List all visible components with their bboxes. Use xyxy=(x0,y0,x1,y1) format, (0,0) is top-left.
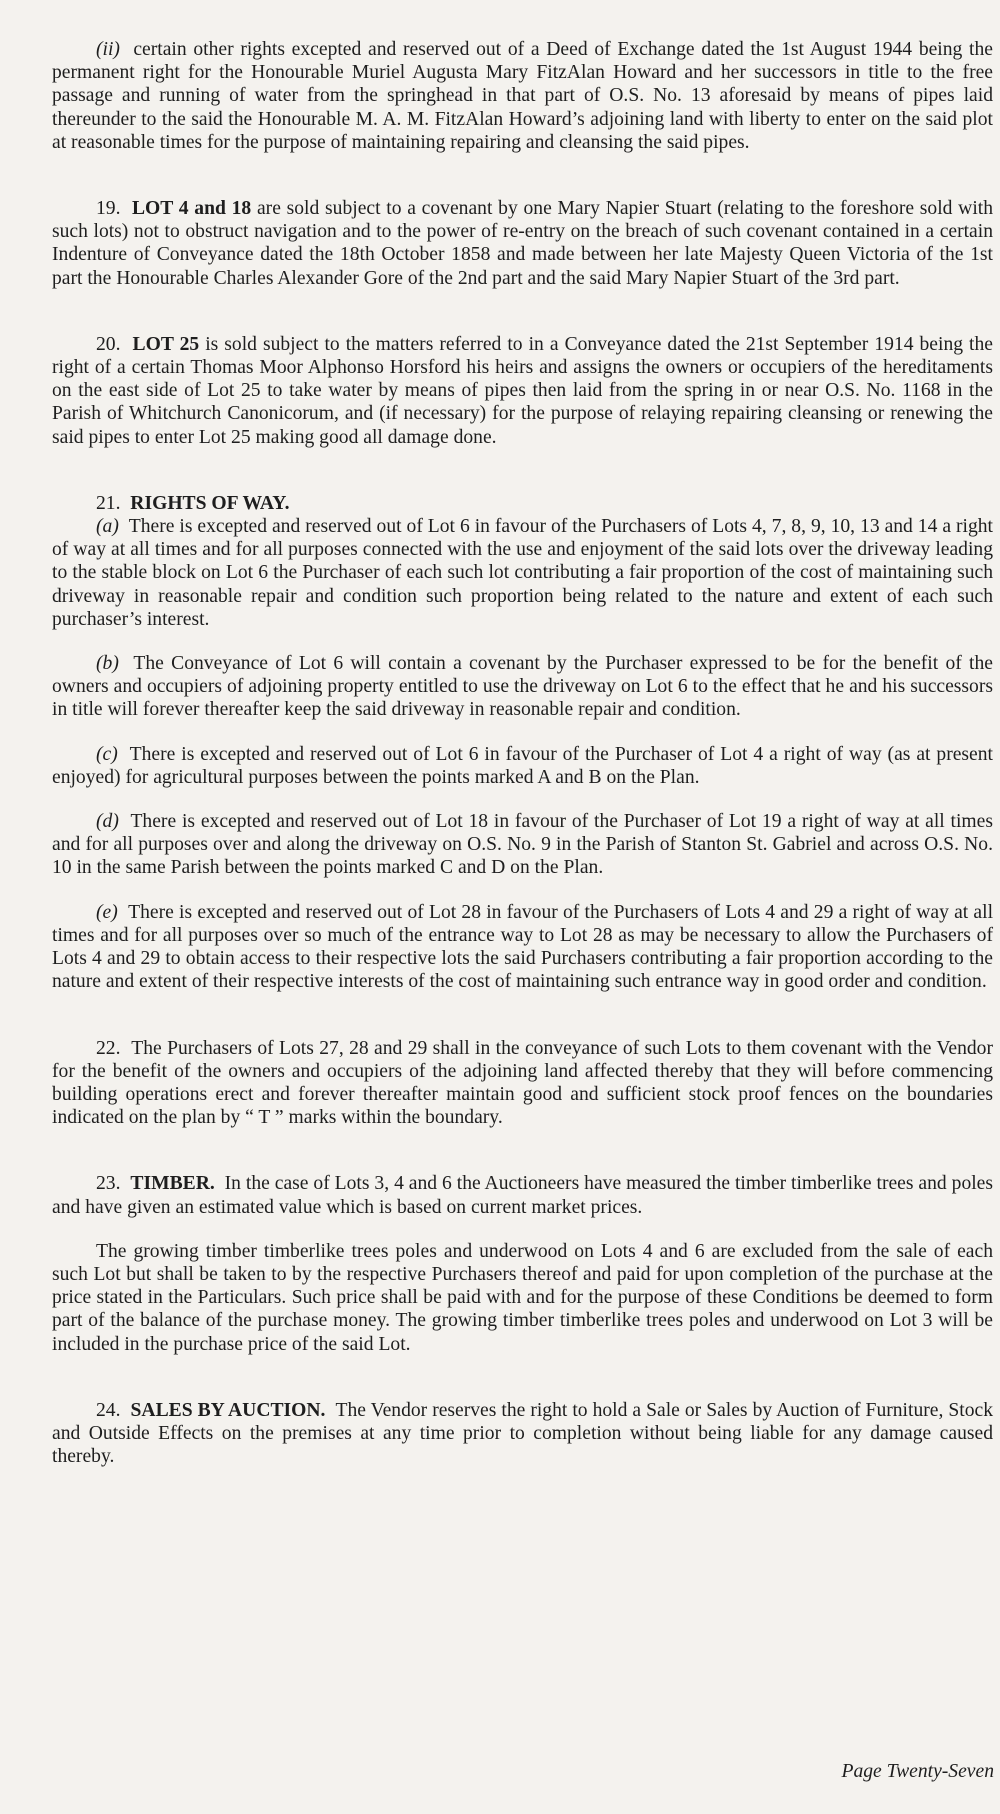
clause-24-heading: SALES BY AUCTION. xyxy=(130,1399,326,1421)
clause-21-item-b-text: The Conveyance of Lot 6 will contain a covenant by the Purchaser expressed to be for the benefit of the owners and occupiers of adjoining property entitled to use the driveway on Lot 6 to the effect that he and his successors in title will forever thereafter keep the said driveway in reasonable repair and condition. xyxy=(52,653,993,721)
clause-21-item-e xyxy=(52,901,993,994)
clause-21-item-c xyxy=(52,743,993,789)
clause-ii-text: certain other rights excepted and reserved out of a Deed of Exchange dated the 1st August 1944 being the permanent right for the Honourable Muriel Augusta Mary FitzAlan Howard and her successors in title to the free passage and running of water from the springhead in that part of O.S. No. 13 aforesaid by means of pipes laid thereunder to the said the Honourable M. A. M. FitzAlan Howard’s adjoining land with liberty to enter on the said plot at reasonable times for the purpose of maintaining repairing and cleansing the said pipes. xyxy=(52,39,993,153)
clause-21-item-c-label: (c) xyxy=(96,743,118,765)
clause-ii-label: (ii) xyxy=(96,39,120,60)
clause-21-item-c-text: There is excepted and reserved out of Lot 6 in favour of the Purchaser of Lot 4 a right of way (as at present enjoyed) for agricultural purposes between the points marked A and B on the Plan. xyxy=(52,743,993,788)
clause-22-number: 22. xyxy=(96,1037,121,1059)
clause-23 xyxy=(52,1172,993,1218)
clause-21-item-b xyxy=(52,652,993,722)
clause-21-item-b-label: (b) xyxy=(96,653,119,675)
clause-21-item-a-label: (a) xyxy=(96,516,119,538)
clause-21-heading: RIGHTS OF WAY. xyxy=(130,492,290,514)
clause-ii xyxy=(52,38,993,154)
clause-21-item-d-text: There is excepted and reserved out of Lot 18 in favour of the Purchaser of Lot 19 a right of way at all times and for all purposes over and along the driveway on O.S. No. 9 in the Parish of Stanton St. Gabriel and across O.S. No. 10 in the same Parish between the points marked C and D on the Plan. xyxy=(52,811,993,879)
clause-19-text: are sold subject to a covenant by one Mary Napier Stuart (relating to the foreshore sold with such lots) not to obstruct navigation and to the power of re-entry on the breach of such covenant contained in a certain Indenture of Conveyance dated the 18th October 1858 and made between her late Majesty Queen Victoria of the 1st part the Honourable Charles Alexander Gore of the 2nd part and the said Mary Napier Stuart of the 3rd part. xyxy=(52,198,994,289)
clause-23-text: In the case of Lots 3, 4 and 6 the Auctioneers have measured the timber timberlike trees and poles and have given an estimated value which is based on current market prices. xyxy=(52,1173,994,1218)
clause-24-text: The Vendor reserves the right to hold a Sale or Sales by Auction of Furniture, Stock and Outside Effects on the premises at any time prior to completion without being liable for any damage caused thereby. xyxy=(52,1399,994,1468)
clause-19 xyxy=(52,197,993,290)
clause-21-item-e-text: There is excepted and reserved out of Lot 28 in favour of the Purchasers of Lots 4 and 29 a right of way at all times and for all purposes over so much of the entrance way to Lot 28 as may be necessary to allow the Purchasers of Lots 4 and 29 to obtain access to their respective lots the said Purchasers contributing a fair proportion according to the nature and extent of their respective interests of the cost of maintaining such entrance way in good order and condition. xyxy=(52,901,994,993)
document-page xyxy=(52,38,993,1468)
clause-21-item-a xyxy=(52,515,993,631)
clause-21-item-d xyxy=(52,810,993,880)
clause-20-heading: LOT 25 xyxy=(132,333,200,355)
clause-21-number: 21. xyxy=(96,492,121,514)
page-number-footer: Page Twenty-Seven xyxy=(841,1761,994,1782)
clause-24-number: 24. xyxy=(96,1399,121,1421)
clause-20-number: 20. xyxy=(96,333,121,355)
clause-23-number: 23. xyxy=(96,1173,121,1195)
clause-20 xyxy=(52,333,993,449)
clause-22-text: The Purchasers of Lots 27, 28 and 29 shall in the conveyance of such Lots to them covenant with the Vendor for the benefit of the owners and occupiers of the adjoining land affected thereby that they will before commencing building operations erect and forever thereafter maintain good and sufficient stock proof fences on the boundaries indicated on the plan by “ T ” marks within the boundary. xyxy=(52,1037,994,1129)
clause-24 xyxy=(52,1399,993,1469)
clause-21-item-d-label: (d) xyxy=(96,811,119,833)
clause-21-item-e-label: (e) xyxy=(96,901,118,923)
clause-21-item-a-text: There is excepted and reserved out of Lot 6 in favour of the Purchasers of Lots 4, 7, 8, 9, 10, 13 and 14 a right of way at all times and for all purposes connected with the use and enjoyment of the said lots over the driveway leading to the stable block on Lot 6 the Purchaser of each such lot contributing a fair proportion of the cost of maintaining such driveway in reasonable repair and condition such proportion being related to the nature and extent of each such purchaser’s interest. xyxy=(52,516,994,630)
clause-19-number: 19. xyxy=(96,198,121,220)
clause-23-heading: TIMBER. xyxy=(130,1173,215,1195)
clause-19-heading: LOT 4 and 18 xyxy=(131,198,252,220)
clause-23-paragraph-2: The growing timber timberlike trees poles and underwood on Lots 4 and 6 are excluded from the sale of each such Lot but shall be taken to by the respective Purchasers thereof and paid for upon completion of the purchase at the price stated in the Particulars. Such price shall be paid with and for the purpose of these Conditions be deemed to form part of the balance of the purchase money. The growing timber timberlike trees poles and underwood on Lot 3 will be included in the purchase price of the said Lot. xyxy=(52,1240,993,1355)
clause-22 xyxy=(52,1037,993,1130)
clause-21-heading-line xyxy=(52,492,993,515)
clause-20-text: is sold subject to the matters referred to in a Conveyance dated the 21st September 1914 being the right of a certain Thomas Moor Alphonso Horsford his heirs and assigns the owners or occupiers of the hereditaments on the east side of Lot 25 to take water by means of pipes then laid from the spring in or near O.S. No. 1168 in the Parish of Whitchurch Canonicorum, and (if necessary) for the purpose of relaying repairing cleansing or renewing the said pipes to enter Lot 25 making good all damage done. xyxy=(52,333,993,448)
